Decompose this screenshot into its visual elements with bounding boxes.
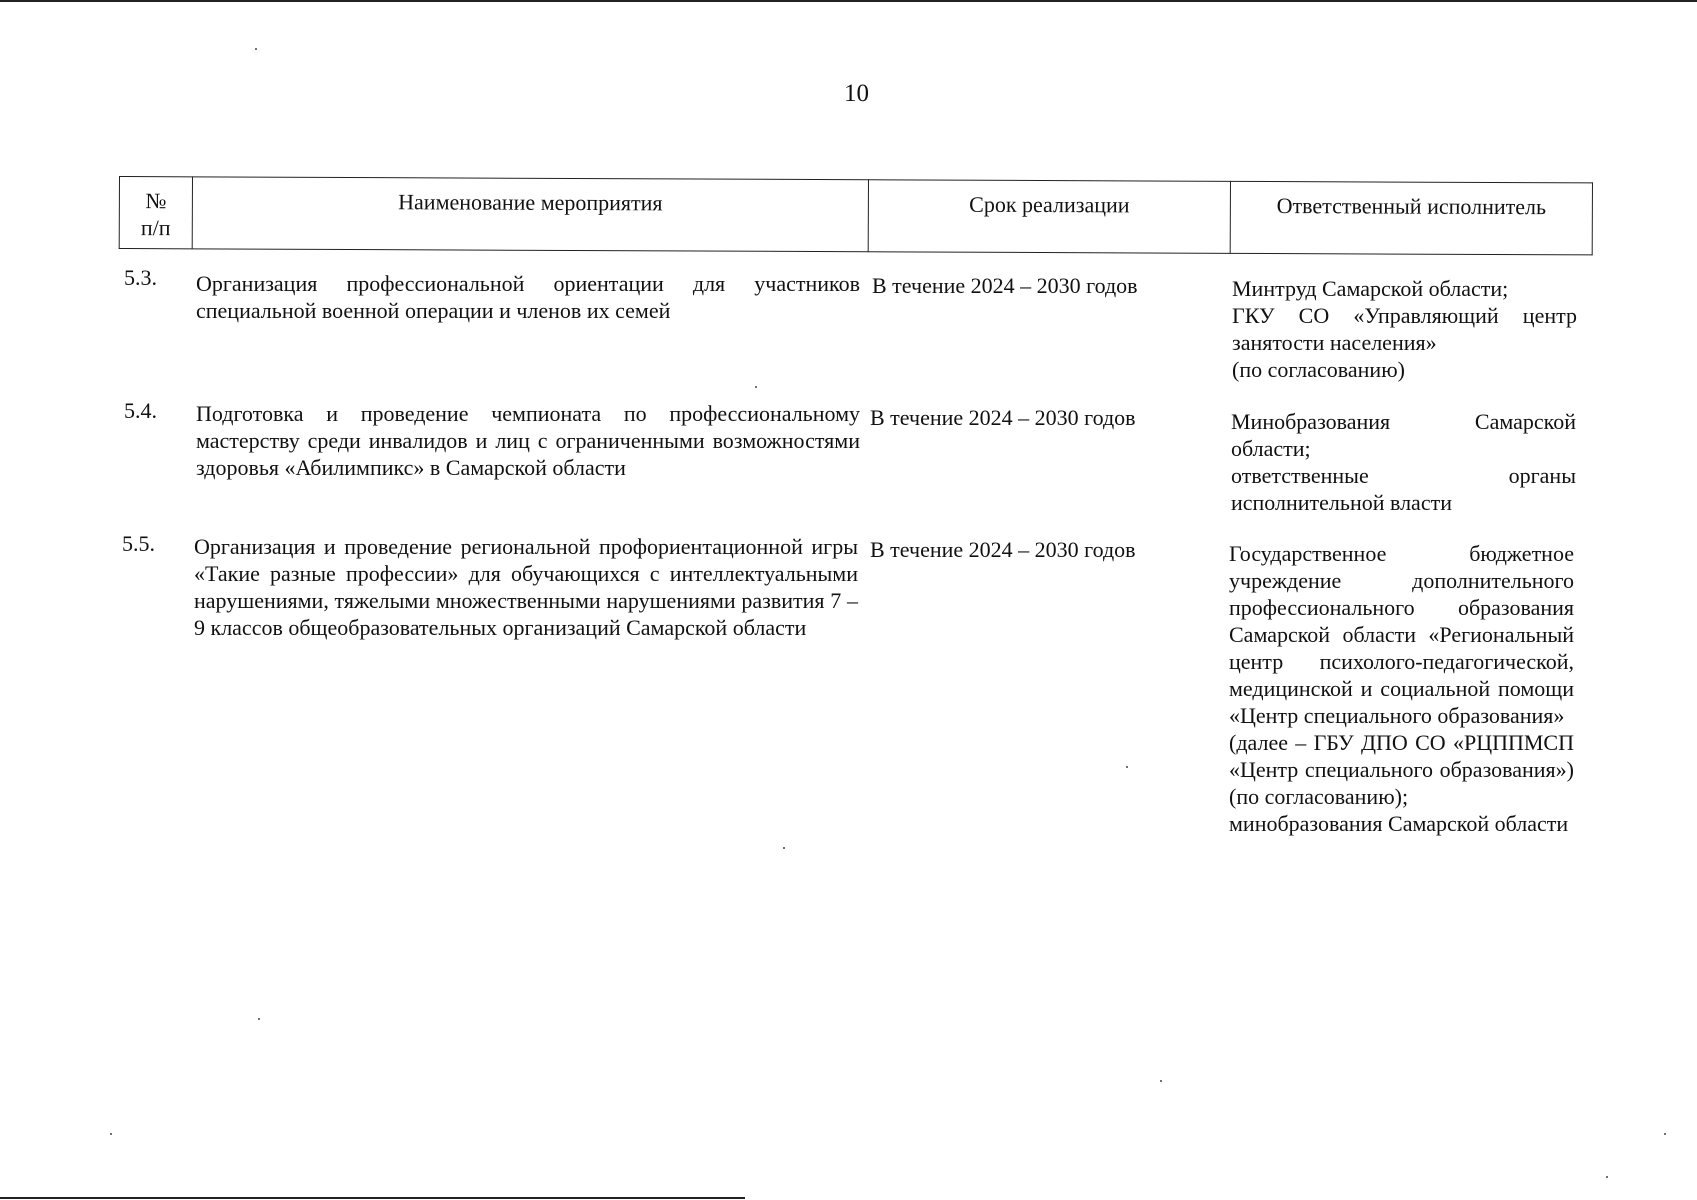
responsible-line: (по согласованию) <box>1232 357 1405 382</box>
row-number: 5.5. <box>122 531 155 556</box>
responsible-line: Минобразования Самарской области; <box>1231 409 1576 461</box>
event-name: Организация профессиональной ориентации для участников специальной военной операции и членов их семей <box>196 271 860 323</box>
event-name: Организация и проведение региональной профориентационной игры «Такие разные профессии» для обучающихся с интеллектуальными нарушениями, тяжелыми множественными нарушениями развития 7 – 9 классов общеобразовательных организаций Самарской области <box>194 534 858 640</box>
scan-top-line <box>0 0 1697 2</box>
scan-speck <box>1126 766 1128 768</box>
header-event-name: Наименование мероприятия <box>192 177 868 252</box>
scan-speck <box>783 847 785 849</box>
responsible-line: Государственное бюджетное учреждение дополнительного профессионального образования Самарской области «Региональный центр психолого-педагогической, медицинской и социальной помощи «Центр специального образования» <box>1229 541 1574 728</box>
page-number: 10 <box>844 80 869 107</box>
scan-speck <box>255 48 257 50</box>
scan-speck <box>1606 1176 1608 1178</box>
header-number: № п/п <box>119 177 192 249</box>
table-header <box>119 176 1593 255</box>
responsible-executor <box>1232 275 1577 383</box>
responsible-line: (далее – ГБУ ДПО СО «РЦППМСП «Центр специального образования») (по согласованию); <box>1229 730 1574 809</box>
responsible-line: Минтруд Самарской области; <box>1232 276 1509 301</box>
scan-speck <box>110 1133 112 1135</box>
responsible-line: ответственные органы исполнительной власти <box>1231 463 1576 515</box>
responsible-executor <box>1231 408 1576 516</box>
scan-speck <box>258 1018 260 1020</box>
responsible-line: минобразования Самарской области <box>1229 811 1569 836</box>
event-term: В течение 2024 – 2030 годов <box>870 405 1136 430</box>
row-number: 5.4. <box>124 398 157 423</box>
header-term: Срок реализации <box>868 180 1230 254</box>
event-term: В течение 2024 – 2030 годов <box>872 273 1138 298</box>
event-name: Подготовка и проведение чемпионата по профессиональному мастерству среди инвалидов и лиц с ограниченными возможностями здоровья «Абилимпикс» в Самарской области <box>196 401 860 480</box>
row-number: 5.3. <box>124 265 157 290</box>
scan-speck <box>1664 1133 1666 1135</box>
scan-bottom-line <box>0 1197 745 1199</box>
scan-speck <box>755 386 757 388</box>
scan-speck <box>1160 1080 1162 1082</box>
header-responsible: Ответственный исполнитель <box>1230 181 1592 255</box>
responsible-executor <box>1229 540 1574 837</box>
event-term: В течение 2024 – 2030 годов <box>870 537 1136 562</box>
responsible-line: ГКУ СО «Управляющий центр занятости населения» <box>1232 303 1577 355</box>
